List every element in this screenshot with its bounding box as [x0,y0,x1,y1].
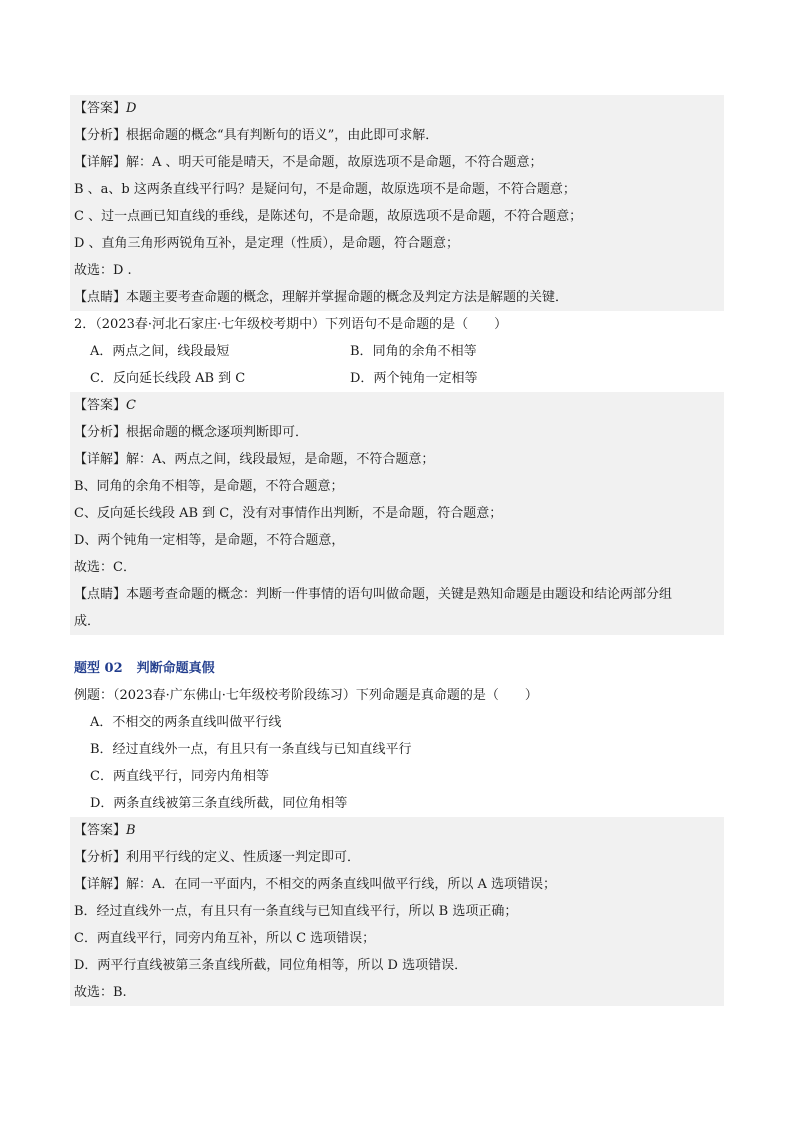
ex-detail-line: D．两平行直线被第三条直线所截，同位角相等，所以 D 选项错误． [74,958,468,973]
answer-label: 【答案】 [74,398,127,413]
detail-label: 【详解】 [74,155,127,170]
comment-text: 本题主要考查命题的概念，理解并掌握命题的概念及判定方法是解题的关键． [126,290,569,305]
q2-option-b [350,338,477,365]
option-key: B． [350,344,373,359]
q2-comment-line [70,581,724,608]
comment-label: 【点睛】 [74,290,127,305]
q1-answer-line [70,95,724,122]
document-page [70,95,724,1006]
q2-answer-line [70,392,724,419]
example-solution-block [70,817,724,1006]
answer-value: C [126,398,136,413]
analysis-label: 【分析】 [74,850,127,865]
section-heading [70,655,724,682]
q2-comment-line: 成． [74,614,101,629]
detail-label: 【详解】 [74,452,127,467]
analysis-text: 利用平行线的定义、性质逐一判定即可． [126,850,361,865]
detail-text: 解：A 、明天可能是晴天，不是命题，故原选项不是命题，不符合题意； [126,155,543,170]
q2-option-a [90,338,350,365]
analysis-text: 根据命题的概念逐项判断即可． [126,425,309,440]
q2-stem: 2．（2023春·河北石家庄·七年级校考期中）下列语句不是命题的是（ ） [74,317,508,332]
q2-detail-line: 故选：C． [74,560,136,575]
ex-answer-line [70,817,724,844]
detail-label: 【详解】 [74,877,127,892]
q1-detail-line: C 、过一点画已知直线的垂线，是陈述句，不是命题，故原选项不是命题，不符合题意； [74,209,583,224]
q2-option-c [90,365,350,392]
analysis-text: 根据命题的概念“具有判断句的语义”，由此即可求解． [126,128,439,143]
option-key: A． [90,344,113,359]
q1-detail-line: 故选：D . [74,263,132,278]
option-key: D． [350,371,374,386]
ex-detail-line [70,871,724,898]
example-option-a: A．不相交的两条直线叫做平行线 [90,715,282,730]
answer-label: 【答案】 [74,101,127,116]
detail-text: 解：A、两点之间，线段最短，是命题，不符合题意； [126,452,435,467]
q1-detail-line: D 、直角三角形两锐角互补，是定理（性质），是命题，符合题意； [74,236,460,251]
option-key: C． [90,371,113,386]
option-text: 两点之间，线段最短 [112,344,230,359]
q2-detail-line [70,446,724,473]
q1-solution-block [70,95,724,311]
example-option-d: D．两条直线被第三条直线所截，同位角相等 [90,796,348,811]
q2-detail-line: C、反向延长线段 AB 到 C，没有对事情作出判断，不是命题，符合题意； [74,506,503,521]
comment-label: 【点睛】 [74,587,127,602]
q2-options-row [70,338,724,365]
example-option-b: B．经过直线外一点，有且只有一条直线与已知直线平行 [90,742,412,757]
q1-comment-line [70,284,724,311]
q1-analysis-line [70,122,724,149]
q1-detail-line: B 、a、b 这两条直线平行吗？是疑问句，不是命题，故原选项不是命题，不符合题意； [74,182,576,197]
analysis-label: 【分析】 [74,128,127,143]
q2-option-d [350,365,477,392]
section-number: 题型 02 [74,661,123,676]
example-option-c: C．两直线平行，同旁内角相等 [90,769,269,784]
answer-value: B [126,823,136,838]
option-text: 反向延长线段 AB 到 C [112,371,246,386]
answer-value: D [126,101,137,116]
ex-detail-line: B．经过直线外一点，有且只有一条直线与已知直线平行，所以 B 选项正确； [74,904,518,919]
answer-label: 【答案】 [74,823,127,838]
detail-text: 解：A．在同一平面内，不相交的两条直线叫做平行线，所以 A 选项错误； [126,877,557,892]
option-text: 同角的余角不相等 [372,344,477,359]
q2-detail-line: B、同角的余角不相等，是命题，不符合题意； [74,479,344,494]
comment-text: 本题考查命题的概念：判断一件事情的语句叫做命题，关键是熟知命题是由题设和结论两部分组 [126,587,673,602]
ex-analysis-line [70,844,724,871]
section-title: 判断命题真假 [136,661,215,676]
ex-detail-line: 故选：B. [74,985,127,1000]
q1-detail-line [70,149,724,176]
q2-detail-line: D、两个钝角一定相等，是命题，不符合题意， [74,533,345,548]
ex-detail-line: C．两直线平行，同旁内角互补，所以 C 选项错误； [74,931,376,946]
analysis-label: 【分析】 [74,425,127,440]
q2-analysis-line [70,419,724,446]
q2-solution-block [70,392,724,635]
example-stem: 例题：（2023春·广东佛山·七年级校考阶段练习）下列命题是真命题的是（ ） [74,688,538,703]
q2-options-row [70,365,724,392]
option-text: 两个钝角一定相等 [373,371,478,386]
